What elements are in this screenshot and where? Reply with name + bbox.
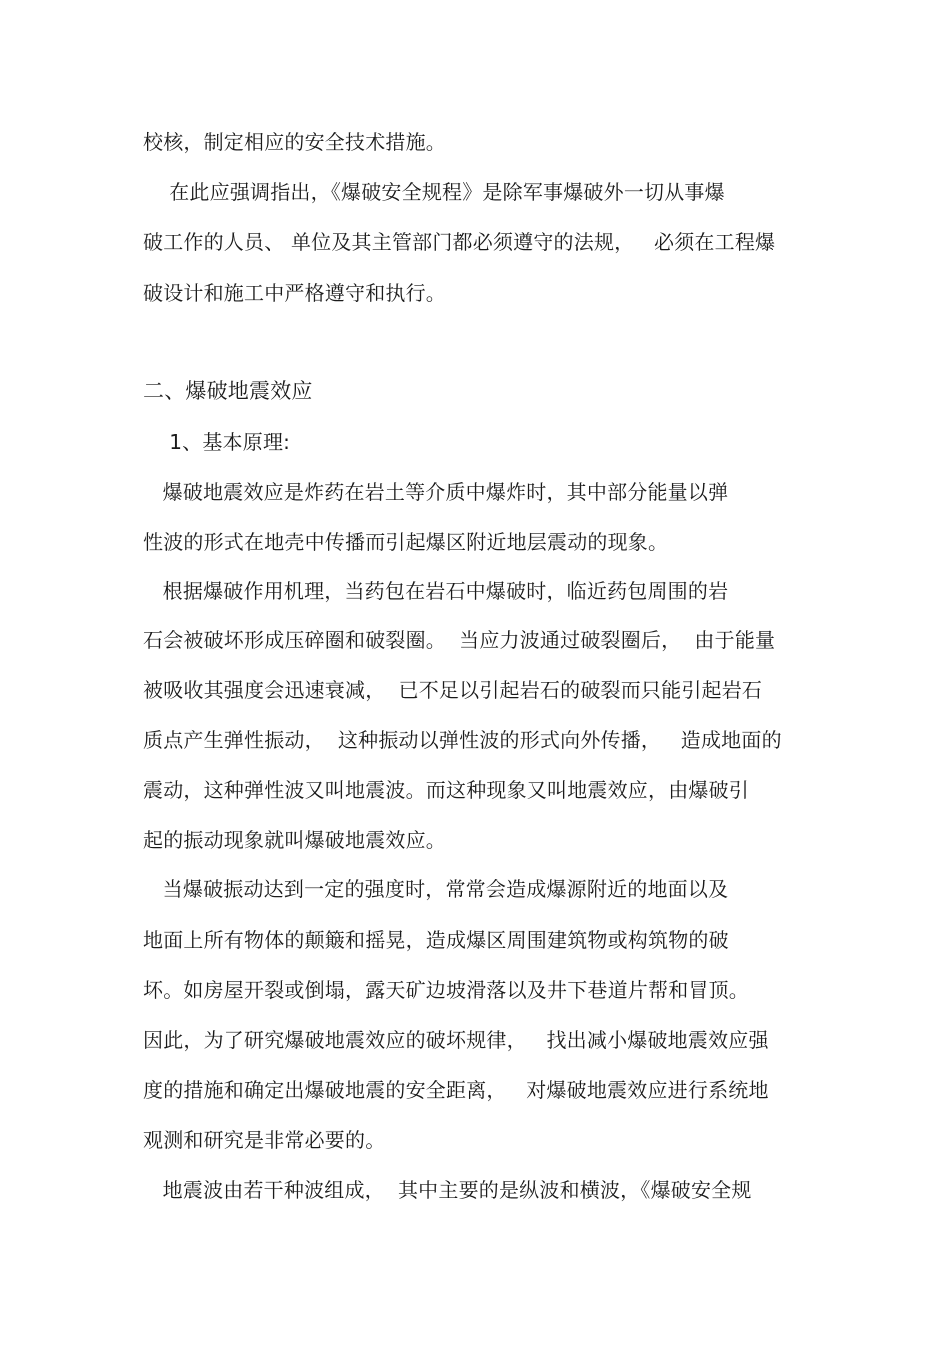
section-heading: 二、爆破地震效应 (143, 379, 313, 403)
text-line: 性波的形式在地壳中传播而引起爆区附近地层震动的现象。 (143, 530, 669, 554)
text-line: 根据爆破作用机理，当药包在岩石中爆破时，临近药包周围的岩 (143, 579, 729, 603)
subsection-heading: 1、基本原理: (143, 430, 291, 454)
text-line: 起的振动现象就叫爆破地震效应。 (143, 828, 446, 852)
text-line: 质点产生弹性振动， 这种振动以弹性波的形式向外传播， 造成地面的 (143, 728, 782, 752)
text-line: 被吸收其强度会迅速衰减， 已不足以引起岩石的破裂而只能引起岩石 (143, 678, 763, 702)
text-line: 度的措施和确定出爆破地震的安全距离， 对爆破地震效应进行系统地 (143, 1078, 769, 1102)
text-line: 破设计和施工中严格遵守和执行。 (143, 281, 446, 305)
text-line: 观测和研究是非常必要的。 (143, 1128, 386, 1152)
text-line: 地面上所有物体的颠簸和摇晃，造成爆区周围建筑物或构筑物的破 (143, 928, 729, 952)
text-line: 校核，制定相应的安全技术措施。 (143, 130, 446, 154)
text-line: 石会被破坏形成压碎圈和破裂圈。 当应力波通过破裂圈后， 由于能量 (143, 628, 776, 652)
text-line: 因此，为了研究爆破地震效应的破坏规律， 找出减小爆破地震效应强 (143, 1028, 769, 1052)
text-line: 爆破地震效应是炸药在岩土等介质中爆炸时，其中部分能量以弹 (143, 480, 729, 504)
text-line: 地震波由若干种波组成， 其中主要的是纵波和横波，《爆破安全规 (143, 1178, 752, 1202)
text-line: 震动，这种弹性波又叫地震波。而这种现象又叫地震效应，由爆破引 (143, 778, 749, 802)
text-line: 坏。如房屋开裂或倒塌，露天矿边坡滑落以及井下巷道片帮和冒顶。 (143, 978, 749, 1002)
text-line: 破工作的人员、 单位及其主管部门都必须遵守的法规， 必须在工程爆 (143, 230, 776, 254)
text-line: 当爆破振动达到一定的强度时，常常会造成爆源附近的地面以及 (143, 877, 729, 901)
text-line: 在此应强调指出，《爆破安全规程》是除军事爆破外一切从事爆 (143, 180, 725, 204)
